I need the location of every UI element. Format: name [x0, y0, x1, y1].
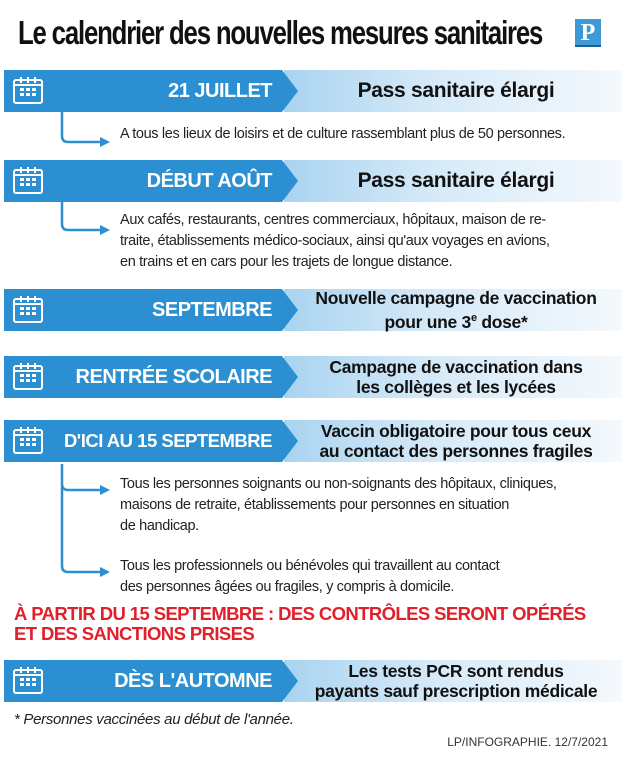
page-title: Le calendrier des nouvelles mesures sanitaires: [18, 14, 543, 51]
timeline-row-automne: [4, 660, 622, 702]
date-label: SEPTEMBRE: [152, 299, 272, 321]
timeline-row-debut-aout: [4, 160, 622, 202]
date-label: DÉBUT AOÛT: [146, 170, 272, 192]
measure-title: Pass sanitaire élargi: [357, 169, 555, 192]
timeline-row-15-septembre: [4, 420, 622, 462]
footnote: * Personnes vaccinées au début de l'année.: [14, 711, 294, 728]
alert-text: [14, 604, 586, 644]
measure-details: [120, 556, 499, 598]
credit: LP/INFOGRAPHIE. 12/7/2021: [447, 735, 608, 749]
date-label: 21 JUILLET: [168, 80, 272, 102]
measure-title: [300, 660, 612, 702]
measure-line: Nouvelle campagne de vaccination: [315, 288, 597, 309]
measure-details: [120, 474, 557, 537]
measure-line: Campagne de vaccination dans: [329, 357, 583, 377]
date-label: DÈS L'AUTOMNE: [114, 670, 272, 692]
calendar-icon: [12, 165, 44, 195]
date-label: D'ICI AU 15 SEPTEMBRE: [63, 430, 272, 451]
measure-title: Pass sanitaire élargi: [357, 79, 555, 102]
detail-line: de handicap.: [120, 518, 199, 534]
le-parisien-logo: P: [575, 19, 601, 47]
measure-line: [315, 308, 596, 332]
calendar-icon: [12, 665, 44, 695]
calendar-icon: [12, 425, 44, 455]
measure-details: [120, 210, 550, 273]
detail-line: Tous les personnes soignants ou non-soignants des hôpitaux, cliniques,: [120, 476, 557, 492]
calendar-icon: [12, 294, 44, 324]
measure-line: Les tests PCR sont rendus: [348, 661, 564, 681]
measure-text: pour une 3: [384, 311, 471, 332]
detail-line: Tous les professionnels ou bénévoles qui travaillent au contact: [120, 558, 500, 574]
detail-line: Aux cafés, restaurants, centres commerciaux, hôpitaux, maison de re-: [120, 212, 546, 228]
alert-line: À PARTIR DU 15 SEPTEMBRE : DES CONTRÔLES SERONT OPÉRÉS: [14, 603, 586, 624]
measure-title: [300, 289, 612, 331]
detail-line: des personnes âgées ou fragiles, y compris à domicile.: [120, 579, 455, 595]
measure-line: les collèges et les lycées: [356, 377, 556, 397]
detail-line: maisons de retraite, établissements pour personnes en situation: [120, 497, 510, 513]
detail-line: en trains et en cars pour les trajets de longue distance.: [120, 254, 453, 270]
measure-title: [300, 356, 612, 398]
timeline-row-septembre: [4, 289, 622, 331]
detail-line: traite, établissements médico-sociaux, ainsi qu'aux voyages en avions,: [120, 233, 550, 249]
measure-line: Vaccin obligatoire pour tous ceux: [320, 421, 592, 441]
date-label: RENTRÉE SCOLAIRE: [75, 366, 272, 388]
measure-line: au contact des personnes fragiles: [319, 441, 593, 461]
measure-line: payants sauf prescription médicale: [314, 681, 598, 701]
measure-details: [120, 124, 565, 145]
calendar-icon: [12, 361, 44, 391]
detail-line: A tous les lieux de loisirs et de culture rassemblant plus de 50 personnes.: [120, 126, 566, 142]
measure-title: [300, 420, 612, 462]
measure-text: dose*: [476, 311, 528, 332]
superscript: e: [470, 312, 477, 325]
alert-line: ET DES SANCTIONS PRISES: [14, 623, 255, 644]
timeline-row-21-juillet: [4, 70, 622, 112]
calendar-icon: [12, 75, 44, 105]
timeline-row-rentree-scolaire: [4, 356, 622, 398]
